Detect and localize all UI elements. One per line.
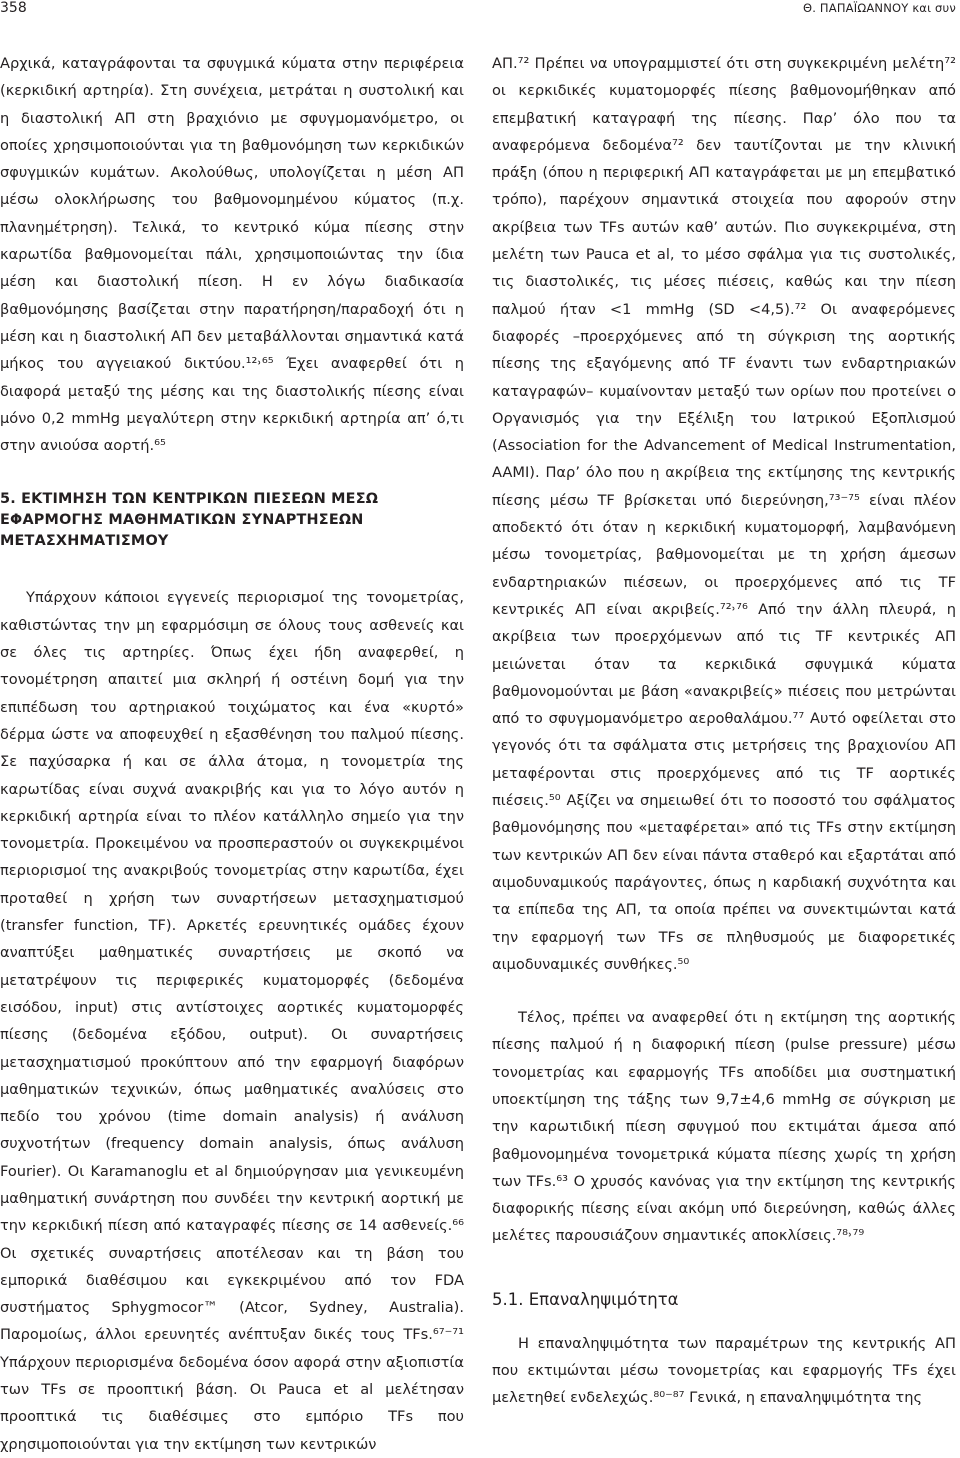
body-paragraph: ΑΠ.⁷² Πρέπει να υπογραμμιστεί ότι στη συγκεκριμένη μελέτη⁷² οι κερκιδικές κυματομορφές πίεσης βαθμονομήθηκαν από επεμβατική καταγραφή της πίεσης. Παρ’ όλο που τα αναφερόμενα δεδομένα⁷² δεν ταυτίζονται με την κλινική πράξη (όπου η περιφερική ΑΠ καταγράφεται με μη επεμβατικό τρόπο), παρέχουν σημαντικά στοιχεία που αφορούν στην ακρίβεια των TFs αυτών καθ’ αυτών. Πιο συγκεκριμένα, στη μελέτη των Pauca et al, το μέσο σφάλμα για τις συστολικές, τις διαστολικές, τις μέσες πιέσεις, καθώς και την πίεση παλμού ήταν <1 mmHg (SD <4,5).⁷² Οι αναφερόμενες διαφορές –προερχόμενες από τη σύγκριση της αορτικής πίεσης της εξαγόμενης από TF έναντι των ενδαρτηριακών καταγραφών– κυμαίνονταν μεταξύ των ορίων που προτείνει ο Οργανισμός για την Εξέλιξη του Ιατρικού Εξοπλισμού (Association for the Advancement of Medical Instrumentation, AAMI). Παρ’ όλο που η ακρίβεια της εκτίμησης της κεντρικής πίεσης μέσω TF βρίσκεται υπό διερεύνηση,⁷³⁻⁷⁵ είναι πλέον αποδεκτό ότι όταν η κερκιδική κυματομορφή, λαμβανόμενη μέσω τονομετρίας, βαθμονομείται με τη χρήση άμεσων ενδαρτηριακών πιέσεων, οι προερχόμενες από τις TF κεντρικές ΑΠ είναι ακριβείς.⁷²˒⁷⁶ Από την άλλη πλευρά, η ακρίβεια των προερχόμενων από τις TF κεντρικές ΑΠ μειώνεται όταν τα κερκιδικά σφυγμικά κύματα βαθμονομούνται με βάση «ανακριβείς» πιέσεις που μετρώνται από το σφυγμομανόμετρο αεροθαλάμου.⁷⁷ Αυτό οφείλεται στο γεγονός ότι τα σφάλματα στις μετρήσεις της βραχιονίου ΑΠ μεταφέρονται στις προερχόμενες από τις TF αορτικές πιέσεις.⁵⁰ Αξίζει να σημειωθεί ότι το ποσοστό του σφάλματος βαθμονόμησης που «μεταφέρεται» από τις TFs στην εκτίμηση των κεντρικών ΑΠ δεν είναι πάντα σταθερό και εξαρτάται από αιμοδυναμικούς παράγοντες, όπως η καρδιακή συχνότητα και τα επίπεδα της ΑΠ, τα οποία πρέπει να συνεκτιμώνται κατά την εφαρμογή των TFs σε πληθυσμούς με διαφορετικές αιμοδυναμικές συνθήκες.⁵⁰ xyxy=(492,55,956,973)
body-paragraph: Υπάρχουν κάποιοι εγγενείς περιορισμοί της τονομετρίας, καθιστώντας την μη εφαρμόσιμη σε όλους τους ασθενείς και σε όλες τις αρτηρίες. Όπως έχει ήδη αναφερθεί, η τονομέτρηση απαιτεί μια σκληρή ή οστέινη δομή για την επιπέδωση του αρτηριακού τοιχώματος και ένα «κυρτό» δέρμα ώστε να αποφευχθεί η εξασθένηση του παλμού πίεσης. Σε παχύσαρκα ή και σε άλλα άτομα, η τονομετρία της καρωτίδας είναι συχνά ανακριβής και για το λόγο αυτόν η κερκιδική αρτηρία είναι το πλέον κατάλληλο σημείο για την τονομετρία. Προκειμένου να προσπεραστούν οι συγκεκριμένοι περιορισμοί της ανακριβούς τονομετρίας στην καρωτίδα, έχει προταθεί η χρήση των συναρτήσεων μετασχηματισμού (transfer function, TF). Αρκετές ερευνητικές ομάδες έχουν αναπτύξει μαθηματικές συναρτήσεις με σκοπό να μετατρέψουν τις περιφερικές κυματομορφές (δεδομένα εισόδου, input) στις αντίστοιχες αορτικές κυματομορφές πίεσης (δεδομένα εξόδου, output). Οι συναρτήσεις μετασχηματισμού προκύπτουν από την εφαρμογή διαφόρων μαθηματικών τεχνικών, όπως μαθηματικές αναλύσεις στο πεδίο του χρόνου (time domain analysis) ή ανάλυση συχνοτήτων (frequency domain analysis, όπως ανάλυση Fourier). Οι Karamanoglu et al δημιούργησαν μια γενικευμένη μαθηματική συνάρτηση που συνδέει την κεντρική αορτική με την κερκιδική πίεση από καταγραφές πίεσης σε 14 ασθενείς.⁶⁶ Οι σχετικές συναρτήσεις αποτέλεσαν και τη βάση του εμπορικά διαθέσιμου και εγκεκριμένου από τον FDA συστήματος Sphygmocor™ (Atcor, Sydney, Australia). Παρομοίως, άλλοι ερευνητές ανέπτυξαν δικές τους TFs.⁶⁷⁻⁷¹ Υπάρχουν περιορισμένα δεδομένα όσον αφορά στην αξιοπιστία των TFs σε προοπτική βάση. Οι Pauca et al μελέτησαν προοπτικά τις διαθέσιμες στο εμπόριο TFs που χρησιμοποιούνται για την εκτίμηση των κεντρικών xyxy=(0,589,464,1453)
paragraph-gap xyxy=(492,978,956,1004)
left-column xyxy=(0,50,464,1458)
body-paragraph: Αρχικά, καταγράφονται τα σφυγμικά κύματα στην περιφέρεια (κερκιδική αρτηρία). Στη συνέχεια, μετράται η συστολική και η διαστολική ΑΠ στη βραχιόνιο με σφυγμομανόμετρο, οι οποίες χρησιμοποιούνται για τη βαθμονόμηση των κερκιδικών σφυγμικών κυμάτων. Ακολούθως, υπολογίζεται η μέση ΑΠ μέσω ολοκλήρωσης του βαθμονομημένου κύματος (π.χ. πλανημέτρηση). Τελικά, το κεντρικό κύμα πίεσης στην καρωτίδα βαθμονομείται πάλι, χρησιμοποιώντας την ίδια μέση και διαστολική πίεση. Η εν λόγω διαδικασία βαθμονόμησης βασίζεται στην παρατήρηση/παραδοχή ότι η μέση και η διαστολική ΑΠ δεν μεταβάλλονται σημαντικά κατά μήκος του αγγειακού δικτύου.¹²˒⁶⁵ Έχει αναφερθεί ότι η διαφορά μεταξύ της μέσης και της διαστολικής πίεσης είναι μόνο 0,2 mmHg μεγαλύτερη στην κερκιδική αρτηρία απ’ ό,τι στην ανιούσα αορτή.⁶⁵ xyxy=(0,55,464,455)
right-column xyxy=(492,50,956,1412)
page-number: 358 xyxy=(0,0,27,16)
body-paragraph: Η επαναληψιμότητα των παραμέτρων της κεντρικής ΑΠ που εκτιμώνται μέσω τονομετρίας και εφαρμογής TFs έχει μελετηθεί ενδελεχώς.⁸⁰⁻⁸⁷ Γενικά, η επαναληψιμότητα της xyxy=(492,1334,956,1407)
page-header xyxy=(0,0,960,30)
body-paragraph: Τέλος, πρέπει να αναφερθεί ότι η εκτίμηση της αορτικής πίεσης παλμού ή η διαφορική πίεση (pulse pressure) μέσω τονομετρίας και εφαρμογής TFs αποδίδει μια συστηματική υποεκτίμηση της τάξης των 9,7±4,6 mmHg σε σύγκριση με την καρωτιδική πίεση σφυγμού που εκτιμάται άμεσα από βαθμονομημένα τονομετρικά κύματα πίεσης χωρίς τη χρήση των TFs.⁶³ Ο χρυσός κανόνας για την εκτίμηση της κεντρικής διαφορικής πίεσης είναι ακόμη υπό διερεύνηση, καθώς άλλες μελέτες παρουσιάζουν σημαντικές αποκλίσεις.⁷⁸˒⁷⁹ xyxy=(492,1009,956,1245)
section-heading: 5. ΕΚΤΙΜΗΣΗ ΤΩΝ ΚΕΝΤΡΙΚΩΝ ΠΙΕΣΕΩΝ ΜΕΣΩ ΕΦΑΡΜΟΓΗΣ ΜΑΘΗΜΑΤΙΚΩΝ ΣΥΝΑΡΤΗΣΕΩΝ ΜΕΤΑΣΧΗΜΑΤΙΣΜΟΥ xyxy=(0,491,379,550)
running-head: Θ. ΠΑΠΑΪΩΑΝΝΟΥ και συν xyxy=(802,1,956,15)
subsection-heading: 5.1. Επαναληψιμότητα xyxy=(492,1289,679,1309)
